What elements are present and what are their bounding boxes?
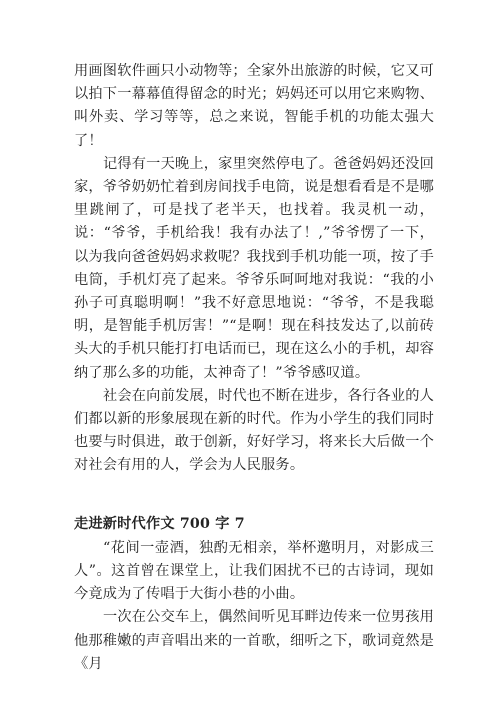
paragraph-5: 一次在公交车上，偶然间听见耳畔边传来一位男孩用他那稚嫩的声音唱出来的一首歌，细听之下，歌词竟然是《月 (74, 609, 434, 672)
document-page (74, 60, 434, 676)
paragraph-3: 社会在向前发展，时代也不断在进步，各行各业的人们都以新的形象展现在新的时代。作为小学生的我们同时也要与时俱进，敢于创新，好好学习，将来长大后做一个对社会有用的人，学会为人民服务。 (74, 387, 434, 474)
paragraph-2: 记得有一天晚上，家里突然停电了。爸爸妈妈还没回家，爷爷奶奶忙着到房间找手电筒，说是想看看是不是哪里跳闸了，可是找了老半天，也找着。我灵机一动，说：“爷爷，手机给我！我有办法了！,”爷爷愣了一下，以为我向爸爸妈妈求救呢？我找到手机功能一项，按了手电筒，手机灯亮了起来。爷爷乐呵呵地对我说：“我的小孙子可真聪明啊！”我不好意思地说：“爷爷，不是我聪明，是智能手机厉害！”“是啊！现在科技发达了,以前砖头大的手机只能打打电话而已，现在这么小的手机，却容纳了那么多的功能，太神奇了！”爷爷感叹道。 (74, 155, 434, 381)
paragraph-1: 用画图软件画只小动物等；全家外出旅游的时候，它又可以拍下一幕幕值得留念的时光；妈妈还可以用它来购物、叫外卖、学习等等，总之来说，智能手机的功能太强大了！ (74, 63, 434, 149)
paragraph-4: “花间一壶酒，独酌无相亲，举杯邀明月，对影成三人”。这首曾在课堂上，让我们困扰不已的古诗词，现如今竟成为了传唱于大街小巷的小曲。 (74, 539, 434, 603)
section-heading: 走进新时代作文 700 字 7 (74, 515, 245, 532)
